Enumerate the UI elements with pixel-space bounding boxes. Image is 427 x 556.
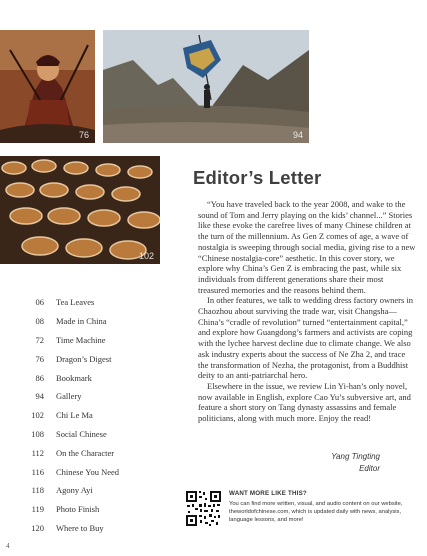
toc-page-number: 06: [35, 297, 44, 308]
toc-section-title: Bookmark: [56, 372, 92, 383]
toc-item[interactable]: [22, 462, 172, 481]
toc-page-number: 102: [31, 410, 44, 421]
toc-page-number: 112: [31, 447, 44, 458]
toc-page-number: 94: [35, 391, 44, 402]
editors-letter-title: Editor’s Letter: [193, 167, 322, 188]
photo-page-number: 102: [138, 251, 154, 261]
toc-item[interactable]: [22, 349, 172, 368]
toc-item[interactable]: [22, 443, 172, 462]
toc-page-number: 08: [35, 316, 44, 327]
toc-page-number: 120: [31, 522, 44, 533]
toc-section-title: Tea Leaves: [56, 297, 95, 308]
signature-name: Yang Tingting: [331, 452, 380, 461]
photo-warrior-illustration: [0, 30, 95, 143]
food-bowls-art: [0, 156, 160, 264]
toc-page-number: 108: [31, 428, 44, 439]
toc-item[interactable]: [22, 481, 172, 500]
toc-page-number: 118: [31, 485, 44, 496]
toc-page-number: 119: [31, 504, 44, 515]
toc-item[interactable]: [22, 387, 172, 406]
mountain-flag-art: [103, 30, 309, 143]
qr-code-icon[interactable]: [185, 490, 222, 527]
table-of-contents: [22, 293, 172, 537]
warrior-illustration-art: [0, 30, 95, 143]
toc-page-number: 116: [31, 466, 44, 477]
toc-item[interactable]: [22, 293, 172, 312]
want-more-body: You can find more written, visual, and audio content on our website, theworldofchinese.com, which is updated daily with news, analysis, language lessons, and more!: [229, 501, 403, 523]
toc-page-number: 86: [35, 372, 44, 383]
toc-section-title: Chi Le Ma: [56, 410, 93, 421]
photo-mountain-flag: [103, 30, 309, 143]
toc-page-number: 76: [35, 353, 44, 364]
toc-section-title: Photo Finish: [56, 504, 100, 515]
toc-section-title: Time Machine: [56, 334, 106, 345]
editors-letter-body: [198, 199, 416, 424]
photo-page-number: 76: [78, 130, 89, 140]
toc-section-title: On the Character: [56, 447, 115, 458]
want-more-heading: WANT MORE LIKE THIS?: [229, 490, 307, 497]
want-more-box: [185, 490, 421, 530]
toc-item[interactable]: [22, 406, 172, 425]
letter-paragraph: “You have traveled back to the year 2008, and wake to the sound of Tom and Jerry playing on the kids’ channel...” Stories like these evoke the carefree lives of many Chinese children at the turn of the millennium. As Gen Z comes of age, a wave of nostalgia is sweeping through social media, giving rise to a new “Chinese nostalgia-core” aesthetic. In this cover story, we explore why China’s Gen Z is embracing the past, while six individuals from different generations share their most treasured memories and the reasons behind them.: [198, 199, 416, 295]
toc-item[interactable]: [22, 331, 172, 350]
toc-section-title: Agony Ayi: [56, 485, 93, 496]
toc-section-title: Chinese You Need: [56, 466, 120, 477]
photo-page-number: 94: [292, 130, 303, 140]
toc-item[interactable]: [22, 500, 172, 519]
toc-item[interactable]: [22, 519, 172, 538]
photo-food-bowls: [0, 156, 160, 264]
letter-paragraph: In other features, we talk to wedding dress factory owners in Chaozhou about surviving the trade war, visit Changsha—China’s “cradle of revolution” turned “entertainment capital,” and explore how Guangdong’s farmers and activists are coping with the lychee harvest decline due to climate change. We also ask industry experts about the success of Ne Zha 2, and trace the transformation of Nezha, the protagonist, from a Buddhist deity to an anti-patriarchal hero.: [198, 295, 414, 381]
signature-role: Editor: [359, 464, 380, 473]
toc-section-title: Dragon’s Digest: [56, 353, 112, 364]
letter-paragraph: Elsewhere in the issue, we review Lin Yi-han’s only novel, now available in English, explore Cao Yu’s subversive art, and feature a short story on Tang dynasty assassins and female politicians, along with much more. Enjoy the read!: [198, 380, 411, 424]
toc-item[interactable]: [22, 368, 172, 387]
toc-section-title: Made in China: [56, 316, 107, 327]
signoff: [300, 451, 380, 475]
toc-item[interactable]: [22, 312, 172, 331]
toc-section-title: Gallery: [56, 391, 82, 402]
page-number: 4: [6, 542, 10, 550]
toc-page-number: 72: [35, 334, 44, 345]
toc-section-title: Social Chinese: [56, 428, 107, 439]
toc-section-title: Where to Buy: [56, 522, 104, 533]
toc-item[interactable]: [22, 425, 172, 444]
